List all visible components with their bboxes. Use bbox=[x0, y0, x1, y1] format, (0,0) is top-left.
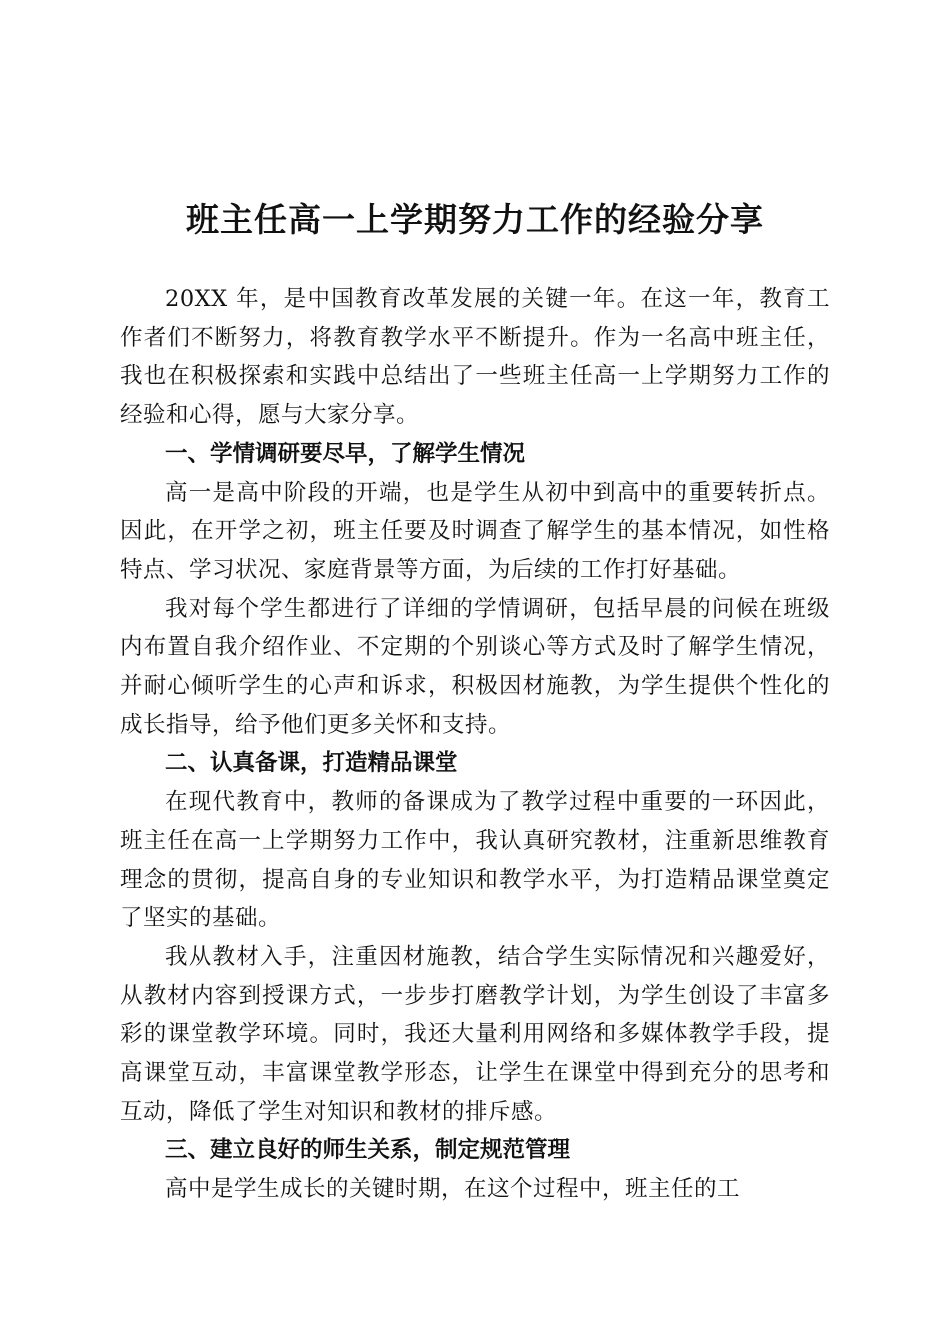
section-1-paragraph-2: 我对每个学生都进行了详细的学情调研，包括早晨的问候在班级内布置自我介绍作业、不定期的个别谈心等方式及时了解学生情况，并耐心倾听学生的心声和诉求，积极因材施教，为学生提供个性化的成长指导，给予他们更多关怀和支持。 bbox=[120, 595, 830, 738]
section-2-paragraph-2: 我从教材入手，注重因材施教，结合学生实际情况和兴趣爱好，从教材内容到授课方式，一步步打磨教学计划，为学生创设了丰富多彩的课堂教学环境。同时，我还大量利用网络和多媒体教学手段，提高课堂互动，丰富课堂教学形态，让学生在课堂中得到充分的思考和互动，降低了学生对知识和教材的排斥感。 bbox=[120, 943, 830, 1125]
section-1-paragraph-1: 高一是高中阶段的开端，也是学生从初中到高中的重要转折点。因此，在开学之初，班主任要及时调查了解学生的基本情况，如性格特点、学习状况、家庭背景等方面，为后续的工作打好基础。 bbox=[120, 479, 830, 583]
document-title: 班主任高一上学期努力工作的经验分享 bbox=[186, 200, 764, 239]
section-heading-3: 三、建立良好的师生关系，制定规范管理 bbox=[165, 1137, 571, 1164]
intro-paragraph: 20XX 年，是中国教育改革发展的关键一年。在这一年，教育工作者们不断努力，将教育教学水平不断提升。作为一名高中班主任，我也在积极探索和实践中总结出了一些班主任高一上学期努力工作的经验和心得，愿与大家分享。 bbox=[120, 286, 830, 429]
document-body bbox=[120, 280, 830, 1209]
section-heading-2: 二、认真备课，打造精品课堂 bbox=[165, 750, 458, 777]
section-heading-1: 一、学情调研要尽早，了解学生情况 bbox=[165, 440, 526, 467]
section-3-paragraph-1: 高中是学生成长的关键时期，在这个过程中，班主任的工 bbox=[165, 1176, 741, 1203]
section-2-paragraph-1: 在现代教育中，教师的备课成为了教学过程中重要的一环因此，班主任在高一上学期努力工作中，我认真研究教材，注重新思维教育理念的贯彻，提高自身的专业知识和教学水平，为打造精品课堂奠定了坚实的基础。 bbox=[120, 789, 830, 932]
